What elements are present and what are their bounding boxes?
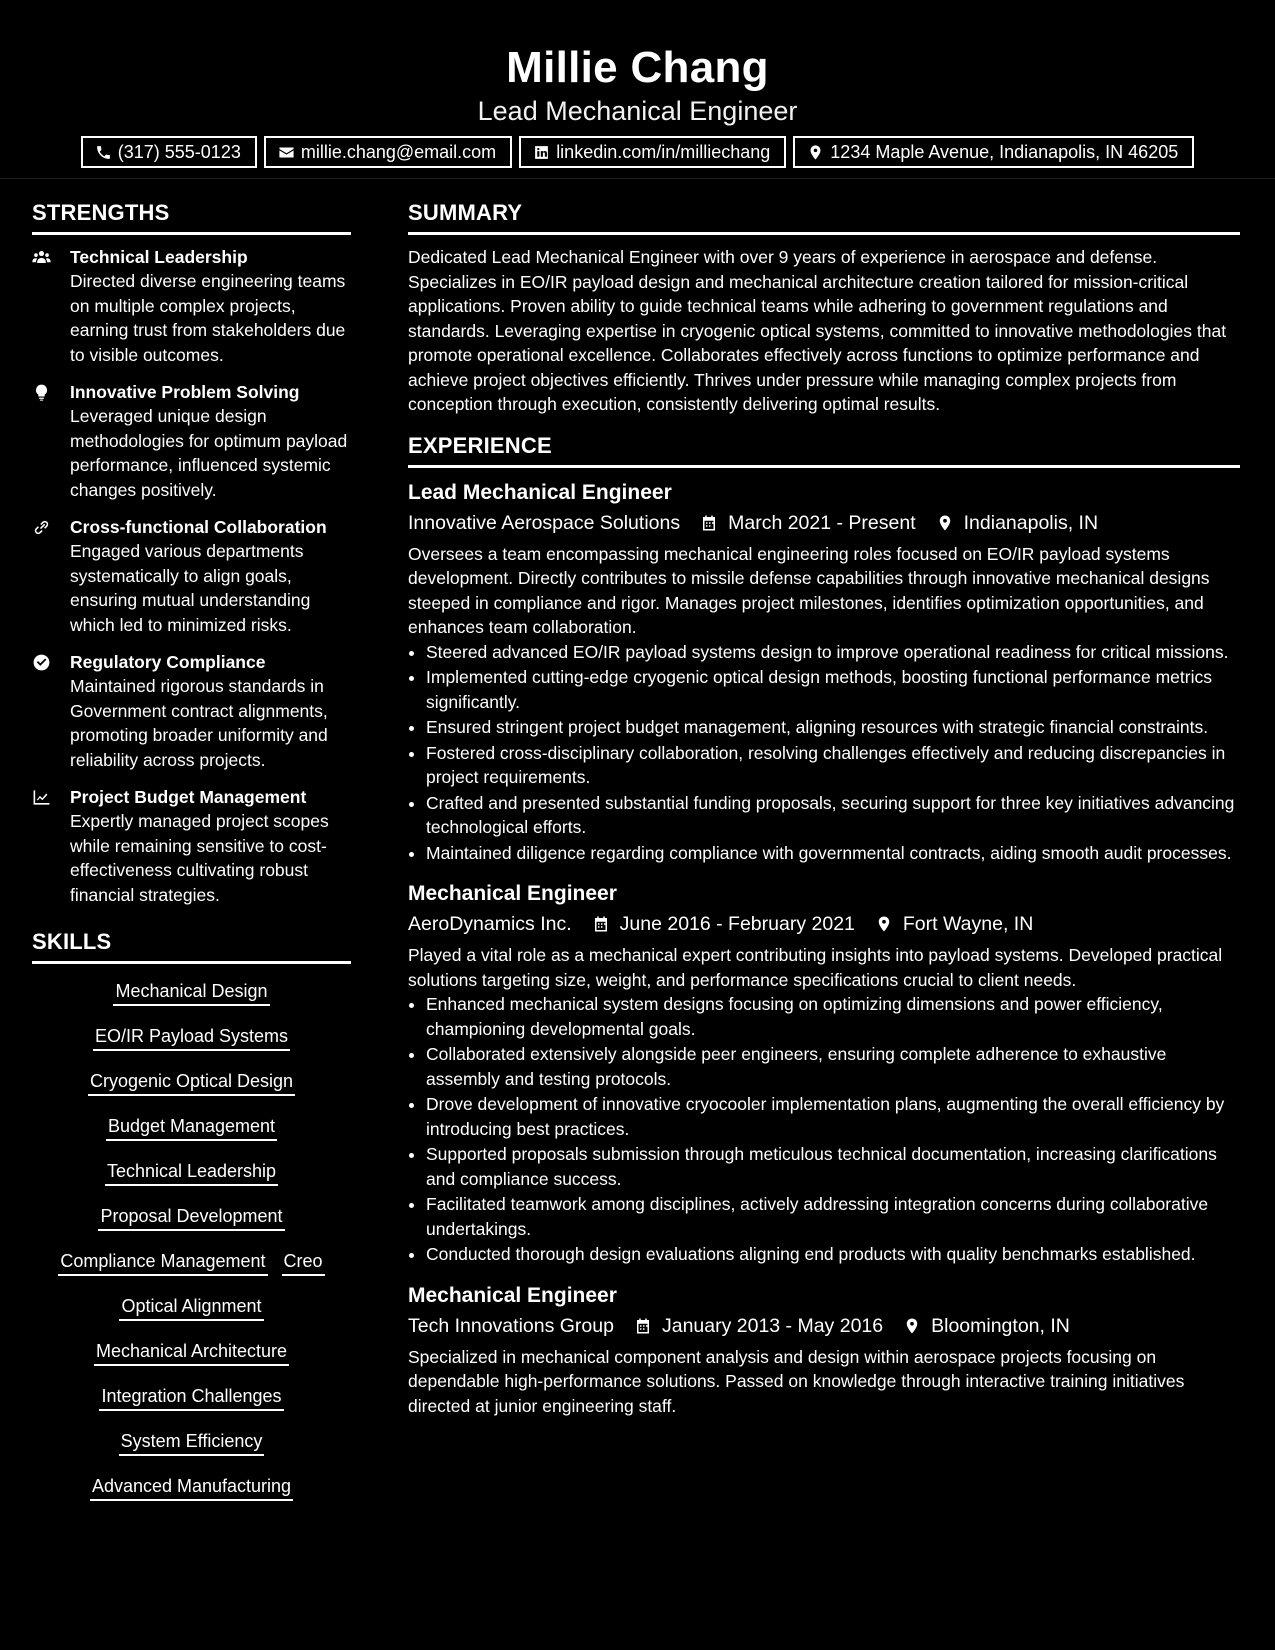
bullet-item: • Collaborated extensively alongside peer engineers, ensuring complete adherence to exhaustive assembly and testing protocols. bbox=[426, 1042, 1240, 1091]
strength-title: Innovative Problem Solving bbox=[70, 382, 300, 402]
contact-email[interactable] bbox=[264, 136, 512, 168]
skill-tag: Technical Leadership bbox=[105, 1160, 278, 1186]
strength-desc: Maintained rigorous standards in Government contract alignments, promoting broader uniformity and reliability across projects. bbox=[70, 676, 328, 770]
section-rule bbox=[408, 465, 1240, 468]
job-entry bbox=[408, 1281, 1240, 1419]
job-dates: June 2016 - February 2021 bbox=[619, 913, 855, 935]
job-entry bbox=[408, 879, 1240, 1267]
header-divider bbox=[0, 178, 1275, 179]
skill-tag: System Efficiency bbox=[119, 1430, 265, 1456]
bullet-item: • Crafted and presented substantial funding proposals, securing support for three key initiatives advancing technological efforts. bbox=[426, 791, 1240, 840]
contact-email-text: millie.chang@email.com bbox=[300, 142, 497, 162]
job-description: Oversees a team encompassing mechanical engineering roles focused on EO/IR payload systems development. Directly contributes to missile defense capabilities through innovative mechanical designs steeped in compliance and rigor. Manages project milestones, identifies optimization opportunities, and enhances team collaboration. bbox=[408, 543, 1210, 637]
right-column bbox=[408, 198, 1240, 1432]
bullet-item: • Drove development of innovative cryocooler implementation plans, augmenting the overall efficiency by introducing best practices. bbox=[426, 1092, 1240, 1141]
job-meta bbox=[408, 508, 1240, 538]
bullet-item: • Ensured stringent project budget management, aligning resources with strategic financial constraints. bbox=[426, 715, 1240, 740]
job-bullets bbox=[408, 992, 1240, 1267]
section-rule bbox=[408, 232, 1240, 235]
bullet-item: • Maintained diligence regarding compliance with governmental contracts, aiding smooth audit processes. bbox=[426, 841, 1240, 866]
check-circle-icon bbox=[32, 653, 51, 672]
strength-item bbox=[32, 515, 351, 637]
strength-item bbox=[32, 650, 351, 772]
job-dates: March 2021 - Present bbox=[728, 511, 916, 534]
skill-tag: Optical Alignment bbox=[119, 1295, 263, 1321]
job-meta bbox=[408, 1311, 1240, 1341]
skill-tag: Proposal Development bbox=[98, 1205, 284, 1231]
location-icon bbox=[807, 144, 824, 161]
strength-item bbox=[32, 785, 351, 907]
strength-desc: Directed diverse engineering teams on multiple complex projects, earning trust from stakeholders due to visible outcomes. bbox=[70, 271, 346, 365]
resume-header bbox=[0, 0, 1275, 168]
person-name: Millie Chang bbox=[506, 43, 769, 92]
location-icon bbox=[903, 1317, 921, 1335]
job-headline: Lead Mechanical Engineer bbox=[477, 96, 798, 126]
skill-tag: Budget Management bbox=[106, 1115, 277, 1141]
location-icon bbox=[875, 915, 893, 933]
strength-desc: Engaged various departments systematically to align goals, ensuring mutual understanding which led to minimized risks. bbox=[70, 541, 311, 635]
contact-linkedin[interactable] bbox=[519, 136, 786, 168]
job-meta bbox=[408, 909, 1240, 939]
contact-address[interactable] bbox=[793, 136, 1194, 168]
summary-heading: SUMMARY bbox=[408, 200, 523, 225]
skills-heading: SKILLS bbox=[32, 929, 112, 954]
company-name: Innovative Aerospace Solutions bbox=[408, 511, 681, 534]
contact-linkedin-text: linkedin.com/in/milliechang bbox=[556, 142, 771, 162]
strength-title: Cross-functional Collaboration bbox=[70, 517, 327, 537]
skills-list bbox=[32, 974, 351, 1501]
skill-tag: Cryogenic Optical Design bbox=[88, 1070, 295, 1096]
skill-tag: Mechanical Architecture bbox=[94, 1340, 289, 1366]
contact-address-text: 1234 Maple Avenue, Indianapolis, IN 46205 bbox=[830, 142, 1179, 162]
strengths-heading: STRENGTHS bbox=[32, 200, 170, 225]
strength-item bbox=[32, 245, 351, 367]
skill-tag: Advanced Manufacturing bbox=[90, 1475, 293, 1501]
linkedin-icon bbox=[533, 144, 550, 161]
job-location: Indianapolis, IN bbox=[963, 511, 1099, 534]
lightbulb-icon bbox=[32, 383, 51, 402]
users-icon bbox=[32, 248, 51, 267]
left-column bbox=[32, 198, 351, 1520]
strength-desc: Expertly managed project scopes while remaining sensitive to cost-effectiveness cultivating robust financial strategies. bbox=[70, 811, 329, 905]
location-icon bbox=[936, 514, 954, 532]
job-location: Fort Wayne, IN bbox=[902, 913, 1034, 935]
strength-title: Technical Leadership bbox=[70, 247, 248, 267]
strength-title: Project Budget Management bbox=[70, 787, 307, 807]
job-title: Mechanical Engineer bbox=[408, 882, 617, 905]
skill-tag: Creo bbox=[282, 1250, 325, 1276]
experience-heading: EXPERIENCE bbox=[408, 432, 552, 458]
job-description: Played a vital role as a mechanical expert contributing insights into payload systems. Developed practical solutions targeting size, weight, and performance specifications crucial to client needs. bbox=[408, 945, 1223, 990]
bullet-item: • Facilitated teamwork among disciplines, actively addressing integration concerns during collaborative undertakings. bbox=[426, 1192, 1240, 1241]
phone-icon bbox=[95, 144, 112, 161]
skill-tag: Compliance Management bbox=[58, 1250, 267, 1276]
bullet-item: • Steered advanced EO/IR payload systems design to improve operational readiness for critical missions. bbox=[426, 640, 1240, 665]
job-bullets bbox=[408, 640, 1240, 866]
contact-phone-text: (317) 555-0123 bbox=[117, 142, 241, 162]
calendar-icon bbox=[634, 1317, 652, 1335]
strength-item bbox=[32, 380, 351, 502]
job-dates: January 2013 - May 2016 bbox=[661, 1314, 884, 1337]
bullet-item: • Conducted thorough design evaluations aligning end products with quality benchmarks established. bbox=[426, 1242, 1240, 1267]
job-title: Mechanical Engineer bbox=[408, 1283, 617, 1307]
section-rule bbox=[32, 232, 351, 235]
bullet-item: • Fostered cross-disciplinary collaboration, resolving challenges effectively and reducing discrepancies in project requirements. bbox=[426, 741, 1240, 790]
job-location: Bloomington, IN bbox=[931, 1314, 1070, 1337]
contact-phone[interactable] bbox=[81, 136, 257, 168]
job-entry bbox=[408, 478, 1240, 866]
job-title: Lead Mechanical Engineer bbox=[408, 480, 672, 504]
strength-title: Regulatory Compliance bbox=[70, 652, 266, 672]
link-icon bbox=[32, 518, 51, 537]
skill-tag: Integration Challenges bbox=[99, 1385, 283, 1411]
company-name: AeroDynamics Inc. bbox=[408, 913, 572, 935]
skill-tag: EO/IR Payload Systems bbox=[93, 1025, 290, 1051]
calendar-icon bbox=[592, 915, 610, 933]
skill-tag: Mechanical Design bbox=[113, 980, 269, 1006]
chart-line-icon bbox=[32, 788, 51, 807]
summary-text: Dedicated Lead Mechanical Engineer with over 9 years of experience in aerospace and defense. Specializes in EO/IR payload design and mechanical architecture creation tailored for mission-critical applications. Proven ability to guide technical teams while adhering to government regulations and standards. Leveraging expertise in cryogenic optical systems, committed to innovative methodologies that promote operational excellence. Collaborates effectively across functions to optimize performance and achieve project objectives efficiently. Thrives under pressure while managing complex projects from conception through execution, consistently delivering optimal results. bbox=[408, 247, 1227, 414]
bullet-item: • Implemented cutting-edge cryogenic optical design methods, boosting functional performance metrics significantly. bbox=[426, 665, 1240, 714]
calendar-icon bbox=[700, 514, 718, 532]
bullet-item: • Supported proposals submission through meticulous technical documentation, increasing clarifications and compliance success. bbox=[426, 1142, 1240, 1191]
job-description: Specialized in mechanical component analysis and design within aerospace projects focusing on dependable high-performance solutions. Passed on knowledge through interactive training initiatives directed at junior engineering staff. bbox=[408, 1346, 1185, 1416]
section-rule bbox=[32, 961, 351, 964]
bullet-item: • Enhanced mechanical system designs focusing on optimizing dimensions and power efficiency, championing developmental goals. bbox=[426, 992, 1240, 1041]
strength-desc: Leveraged unique design methodologies for optimum payload performance, influenced systemic changes positively. bbox=[70, 406, 348, 500]
email-icon bbox=[278, 144, 295, 161]
company-name: Tech Innovations Group bbox=[408, 1314, 614, 1337]
contact-bar bbox=[0, 136, 1275, 168]
